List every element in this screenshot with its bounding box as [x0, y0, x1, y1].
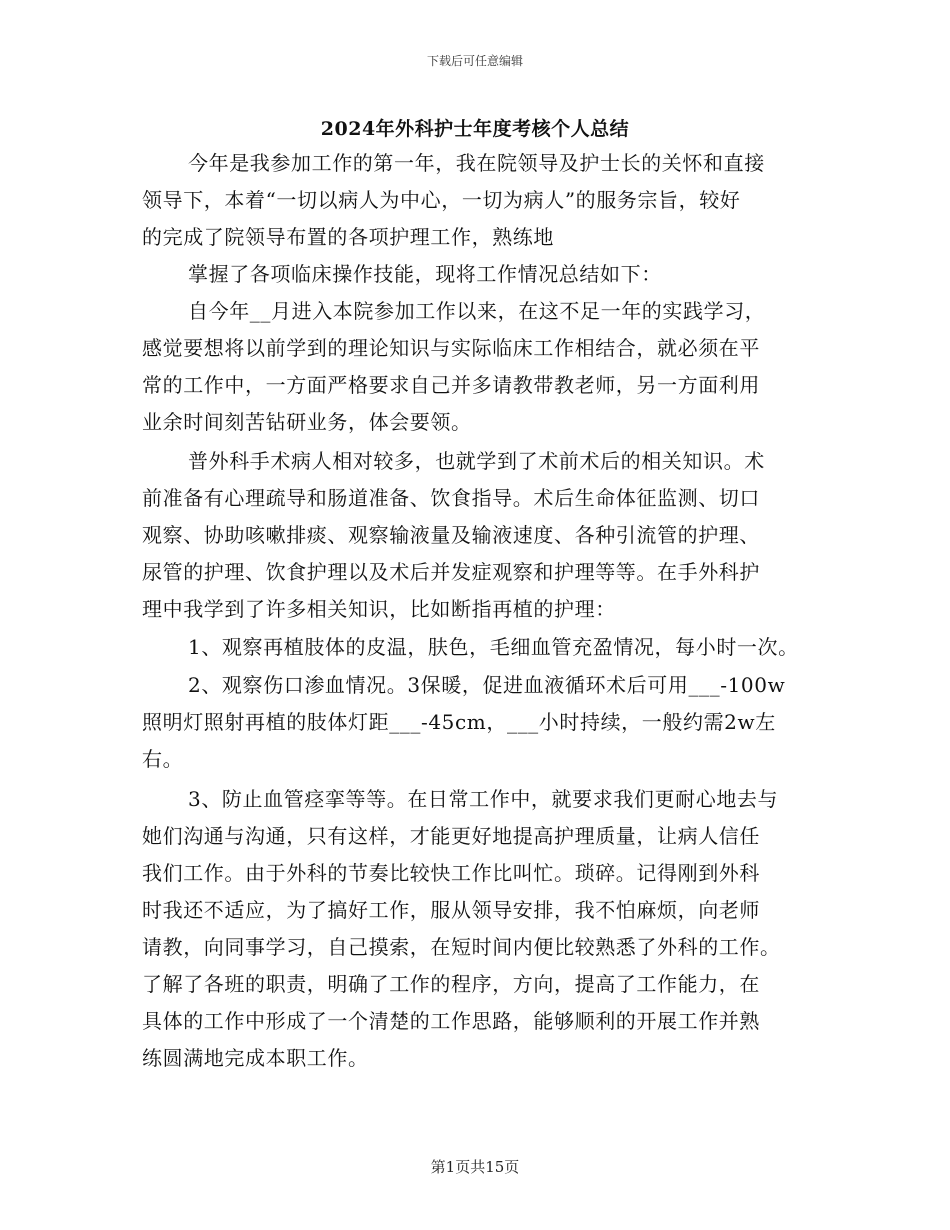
text-line: 了解了各班的职责，明确了工作的程序，方向，提高了工作能力，在: [142, 972, 760, 996]
text-line: 具体的工作中形成了一个清楚的工作思路，能够顺利的开展工作并熟: [142, 1009, 760, 1033]
text-line: 自今年__月进入本院参加工作以来，在这不足一年的实践学习，: [188, 299, 766, 323]
text-line: 今年是我参加工作的第一年，我在院领导及护士长的关怀和直接: [188, 151, 765, 175]
text-line: 3、防止血管痉挛等等。在日常工作中，就要求我们更耐心地去与: [188, 787, 779, 811]
page-number: 第1页共15页: [430, 1158, 520, 1176]
text-line: 照明灯照射再植的肢体灯距___-45cm，___小时持续，一般约需2w左: [142, 710, 776, 734]
text-line: 右。: [142, 747, 184, 771]
text-line: 普外科手术病人相对较多，也就学到了术前术后的相关知识。术: [188, 449, 765, 473]
text-line: 的完成了院领导布置的各项护理工作，熟练地: [142, 225, 554, 249]
text-line: 感觉要想将以前学到的理论知识与实际临床工作相结合，就必须在平: [142, 336, 760, 360]
text-line: 业余时间刻苦钻研业务，体会要领。: [142, 410, 472, 434]
text-line: 常的工作中，一方面严格要求自己并多请教带教老师，另一方面利用: [142, 373, 760, 397]
text-line: 观察、协助咳嗽排痰、观察输液量及输液速度、各种引流管的护理、: [142, 523, 760, 547]
text-line: 1、观察再植肢体的皮温，肤色，毛细血管充盈情况，每小时一次。: [188, 635, 799, 659]
text-line: 练圆满地完成本职工作。: [142, 1046, 369, 1070]
page-header-note: 下载后可任意编辑: [426, 54, 523, 68]
text-line: 她们沟通与沟通，只有这样，才能更好地提高护理质量，让病人信任: [142, 824, 760, 848]
document-title: 2024年外科护士年度考核个人总结: [320, 118, 630, 140]
text-line: 前准备有心理疏导和肠道准备、饮食指导。术后生命体征监测、切口: [142, 486, 760, 510]
text-line: 我们工作。由于外科的节奏比较快工作比叫忙。琐碎。记得刚到外科: [142, 861, 760, 885]
text-line: 2、观察伤口渗血情况。3保暖，促进血液循环术后可用___-100w: [188, 673, 786, 697]
text-line: 理中我学到了许多相关知识，比如断指再植的护理：: [142, 597, 616, 621]
text-line: 领导下，本着“一切以病人为中心，一切为病人”的服务宗旨，较好: [142, 188, 741, 212]
text-line: 尿管的护理、饮食护理以及术后并发症观察和护理等等。在手外科护: [142, 560, 760, 584]
text-line: 请教，向同事学习，自己摸索，在短时间内便比较熟悉了外科的工作。: [142, 935, 781, 959]
text-line: 时我还不适应，为了搞好工作，服从领导安排，我不怕麻烦，向老师: [142, 898, 760, 922]
text-line: 掌握了各项临床操作技能，现将工作情况总结如下：: [188, 262, 662, 286]
